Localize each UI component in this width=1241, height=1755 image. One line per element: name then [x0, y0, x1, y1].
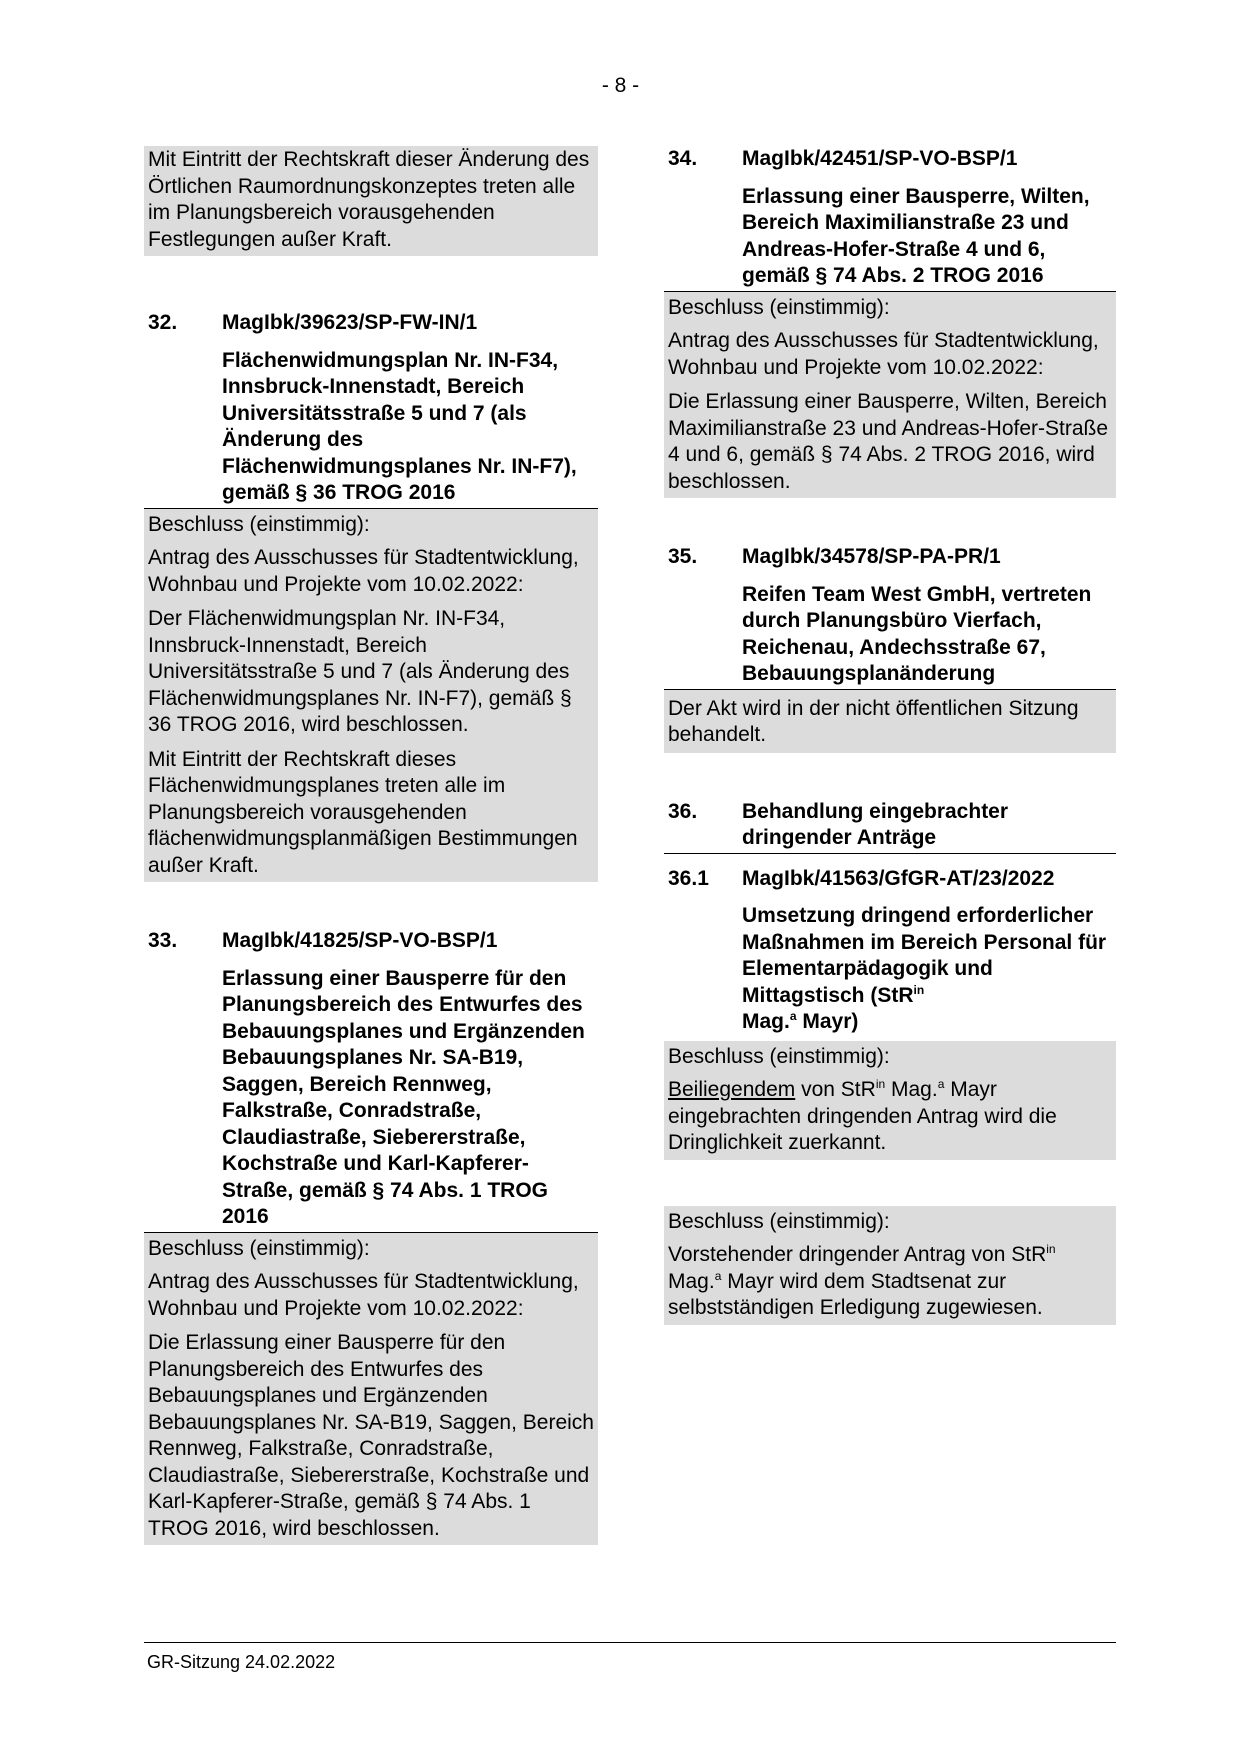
item-33-decision [144, 1233, 598, 1546]
item-34-number: 34. [668, 147, 698, 170]
item-36-1-text-2: Vorstehender dringender Antrag von StR$^{in}$ Mag.$^a$ Mayr wird dem Stadtsenat zur selbstständigen Erledigung zugewiesen. [668, 1242, 1056, 1319]
item-36-1-decision-2 [664, 1206, 1116, 1325]
item-33 [144, 928, 598, 1233]
item-32-decision [144, 509, 598, 883]
item-33-beschluss: Beschluss (einstimmig): [148, 1236, 370, 1260]
item-34-text: Die Erlassung einer Bausperre, Wilten, Bereich Maximilianstraße 23 und Andreas-Hofer-Straße 4 und 6, gemäß § 74 Abs. 2 TROG 2016, wird beschlossen. [668, 390, 1109, 493]
footer-divider [144, 1642, 1116, 1643]
item-34-beschluss: Beschluss (einstimmig): [668, 295, 890, 319]
item-32-antrag: Antrag des Ausschusses für Stadtentwicklung, Wohnbau und Projekte vom 10.02.2022: [148, 546, 579, 596]
item-36-1-code: MagIbk/41563/GfGR-AT/23/2022 [742, 866, 1055, 890]
page-number: - 8 - [601, 74, 640, 97]
item-35 [664, 544, 1116, 690]
item-35-text: Der Akt wird in der nicht öffentlichen Sitzung behandelt. [668, 696, 1079, 746]
item-32 [144, 310, 598, 509]
item-36 [664, 799, 1116, 854]
item-36-1-decision [664, 1041, 1116, 1160]
item-34-antrag: Antrag des Ausschusses für Stadtentwicklung, Wohnbau und Projekte vom 10.02.2022: [668, 329, 1099, 379]
item-34-title: Erlassung einer Bausperre, Wilten, Bereich Maximilianstraße 23 und Andreas-Hofer-Straße 4 und 6, gemäß § 74 Abs. 2 TROG 2016 [742, 184, 1090, 287]
item-32-text2: Mit Eintritt der Rechtskraft dieses Flächenwidmungsplanes treten alle im Planungsbereich vorausgehenden flächenwidmungsplanmäßigen Bestimmungen außer Kraft. [148, 747, 578, 877]
item-33-title: Erlassung einer Bausperre für den Planungsbereich des Entwurfes des Bebauungsplanes und Ergänzenden Bebauungsplanes Nr. SA-B19, Saggen, Bereich Rennweg, Falkstraße, Conradstraße, Claudiastraße, Siebererstraße, Kochstraße und Karl-Kapferer-Straße, gemäß § 74 Abs. 1 TROG 2016 [222, 966, 585, 1228]
item-35-code: MagIbk/34578/SP-PA-PR/1 [742, 545, 1001, 568]
right-column [664, 146, 1116, 1325]
item-32-beschluss: Beschluss (einstimmig): [148, 512, 370, 536]
item-36-1-text: Beiliegendem von StR$^{in}$ Mag.$^a$ Mayr eingebrachten dringenden Antrag wird die Dringlichkeit zuerkannt. [668, 1077, 1057, 1154]
item-33-antrag: Antrag des Ausschusses für Stadtentwicklung, Wohnbau und Projekte vom 10.02.2022: [148, 1270, 579, 1320]
item-32-title: Flächenwidmungsplan Nr. IN-F34, Innsbruck-Innenstadt, Bereich Universitätsstraße 5 und 7 (als Änderung des Flächenwidmungsplanes Nr. IN-F7), gemäß § 36 TROG 2016 [222, 348, 577, 504]
item-36-1-title: Umsetzung dringend erforderlicher Maßnahmen im Bereich Personal für Elementarpädagogik und Mittagstisch (StR$^{in}$ Mag.$^a$ Mayr) [742, 904, 1107, 1033]
item-36-1 [664, 866, 1116, 1037]
intro-block [144, 146, 598, 256]
item-32-code: MagIbk/39623/SP-FW-IN/1 [222, 311, 478, 334]
footer-text: GR-Sitzung 24.02.2022 [147, 1652, 336, 1672]
item-35-decision [664, 690, 1116, 753]
item-35-number: 35. [668, 545, 698, 568]
item-36-number: 36. [668, 799, 698, 823]
item-33-code: MagIbk/41825/SP-VO-BSP/1 [222, 929, 498, 952]
item-34-code: MagIbk/42451/SP-VO-BSP/1 [742, 147, 1018, 170]
left-column [144, 146, 598, 1545]
item-33-text: Die Erlassung einer Bausperre für den Planungsbereich des Entwurfes des Bebauungsplanes und Ergänzenden Bebauungsplanes Nr. SA-B19, Saggen, Bereich Rennweg, Falkstraße, Conradstraße, Claudiastraße, Siebererstraße, Kochstraße und Karl-Kapferer-Straße, gemäß § 74 Abs. 1 TROG 2016, wird beschlossen. [148, 1331, 594, 1540]
item-36-1-beschluss: Beschluss (einstimmig): [668, 1044, 890, 1068]
item-34-decision [664, 292, 1116, 499]
intro-text: Mit Eintritt der Rechtskraft dieser Änderung des Örtlichen Raumordnungskonzeptes treten alle im Planungsbereich vorausgehenden Festlegungen außer Kraft. [148, 148, 590, 251]
item-36-1-number: 36.1 [668, 866, 709, 890]
item-32-text: Der Flächenwidmungsplan Nr. IN-F34, Innsbruck-Innenstadt, Bereich Universitätsstraße 5 und 7 (als Änderung des Flächenwidmungsplanes Nr. IN-F7), gemäß § 36 TROG 2016, wird beschlossen. [148, 607, 572, 736]
item-34 [664, 146, 1116, 292]
item-32-number: 32. [148, 311, 178, 334]
item-35-title: Reifen Team West GmbH, vertreten durch Planungsbüro Vierfach, Reichenau, Andechsstraße 67, Bebauungsplanänderung [742, 582, 1092, 685]
item-33-number: 33. [148, 929, 178, 952]
item-36-1-beschluss-2: Beschluss (einstimmig): [668, 1209, 890, 1233]
item-36-title: Behandlung eingebrachter dringender Anträge [742, 799, 1009, 849]
